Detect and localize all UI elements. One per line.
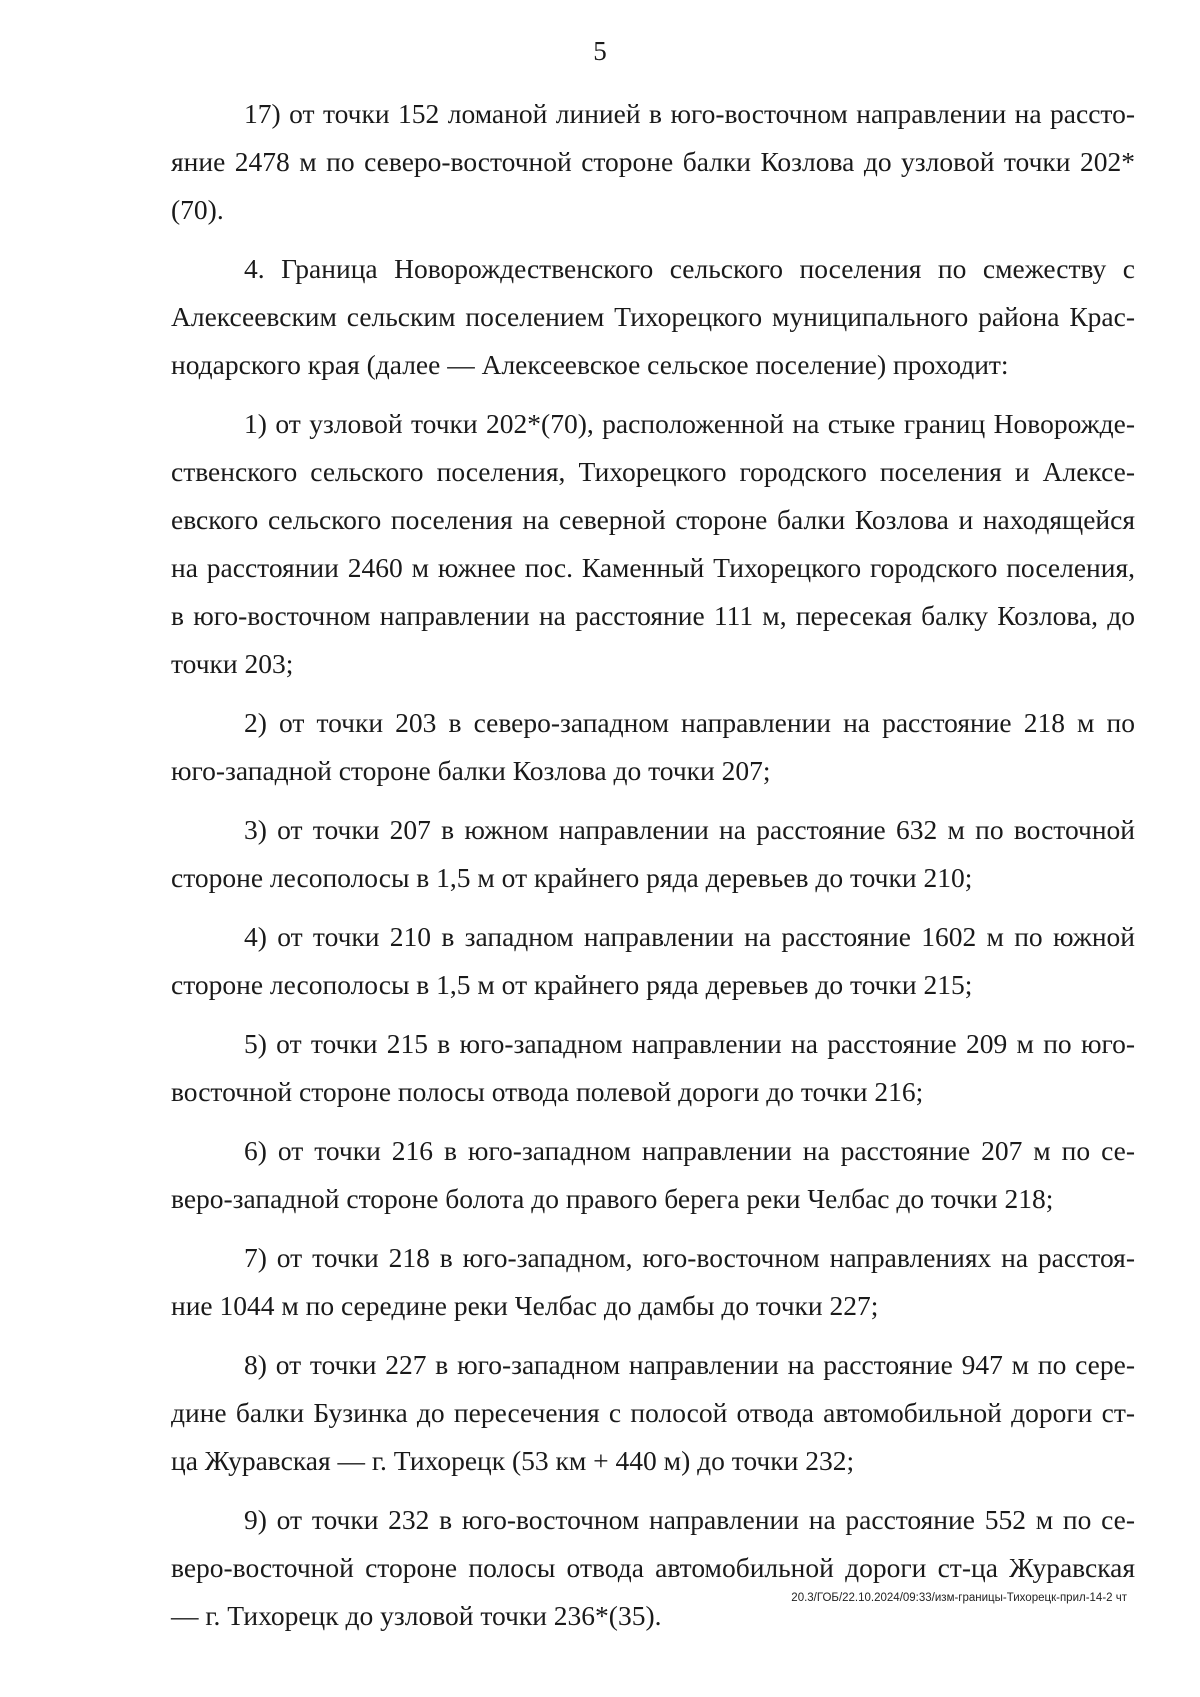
- paragraph-item-1: 1) от узловой точки 202*(70), расположенной на стыке границ Новорождественского сельского поселения, Тихорецкого городского поселения и Алексеевского сельского поселения на северной стороне балки Козлова и находящейся на расстоянии 2460 м южнее пос. Каменный Тихорецкого городского поселения, в юго-восточном направлении на расстояние 111 м, пересекая балку Козлова, до точки 203;: [171, 408, 1135, 679]
- paragraph-item-17: 17) от точки 152 ломаной линией в юго-восточном направлении на расстояние 2478 м по северо-восточной стороне балки Козлова до узловой точки 202*(70).: [171, 98, 1135, 225]
- paragraph-item-2: 2) от точки 203 в северо-западном направлении на расстояние 218 м по юго-западной стороне балки Козлова до точки 207;: [171, 707, 1135, 786]
- paragraph-item-4: 4) от точки 210 в западном направлении на расстояние 1602 м по южной стороне лесополосы в 1,5 м от крайнего ряда деревьев до точки 215;: [171, 921, 1135, 1000]
- paragraph-item-5: 5) от точки 215 в юго-западном направлении на расстояние 209 м по юго-восточной стороне полосы отвода полевой дороги до точки 216;: [171, 1028, 1135, 1107]
- paragraph-section-4: 4. Граница Новорождественского сельского поселения по смежеству с Алексеевским сельским поселением Тихорецкого муниципального района Краснодарского края (далее — Алексеевское сельское поселение) проходит:: [171, 253, 1135, 380]
- page-number: 5: [593, 36, 607, 66]
- paragraph-item-7: 7) от точки 218 в юго-западном, юго-восточном направлениях на расстояние 1044 м по середине реки Челбас до дамбы до точки 227;: [171, 1242, 1135, 1321]
- paragraph-item-8: 8) от точки 227 в юго-западном направлении на расстояние 947 м по середине балки Бузинка до пересечения с полосой отвода автомобильной дороги ст-ца Журавская — г. Тихорецк (53 км + 440 м) до точки 232;: [171, 1349, 1135, 1476]
- paragraph-item-9: 9) от точки 232 в юго-восточном направлении на расстояние 552 м по северо-восточной стороне полосы отвода автомобильной дороги ст-ца Журавская — г. Тихорецк до узловой точки 236*(35).: [171, 1504, 1135, 1631]
- paragraph-item-6: 6) от точки 216 в юго-западном направлении на расстояние 207 м по северо-западной стороне болота до правого берега реки Челбас до точки 218;: [171, 1135, 1135, 1214]
- paragraph-item-3: 3) от точки 207 в южном направлении на расстояние 632 м по восточной стороне лесополосы в 1,5 м от крайнего ряда деревьев до точки 210;: [171, 814, 1135, 893]
- document-body: [171, 90, 1135, 1651]
- document-footer-code: 20.3/ГОБ/22.10.2024/09:33/изм-границы-Тихорецк-прил-14-2 чт: [791, 1592, 1127, 1604]
